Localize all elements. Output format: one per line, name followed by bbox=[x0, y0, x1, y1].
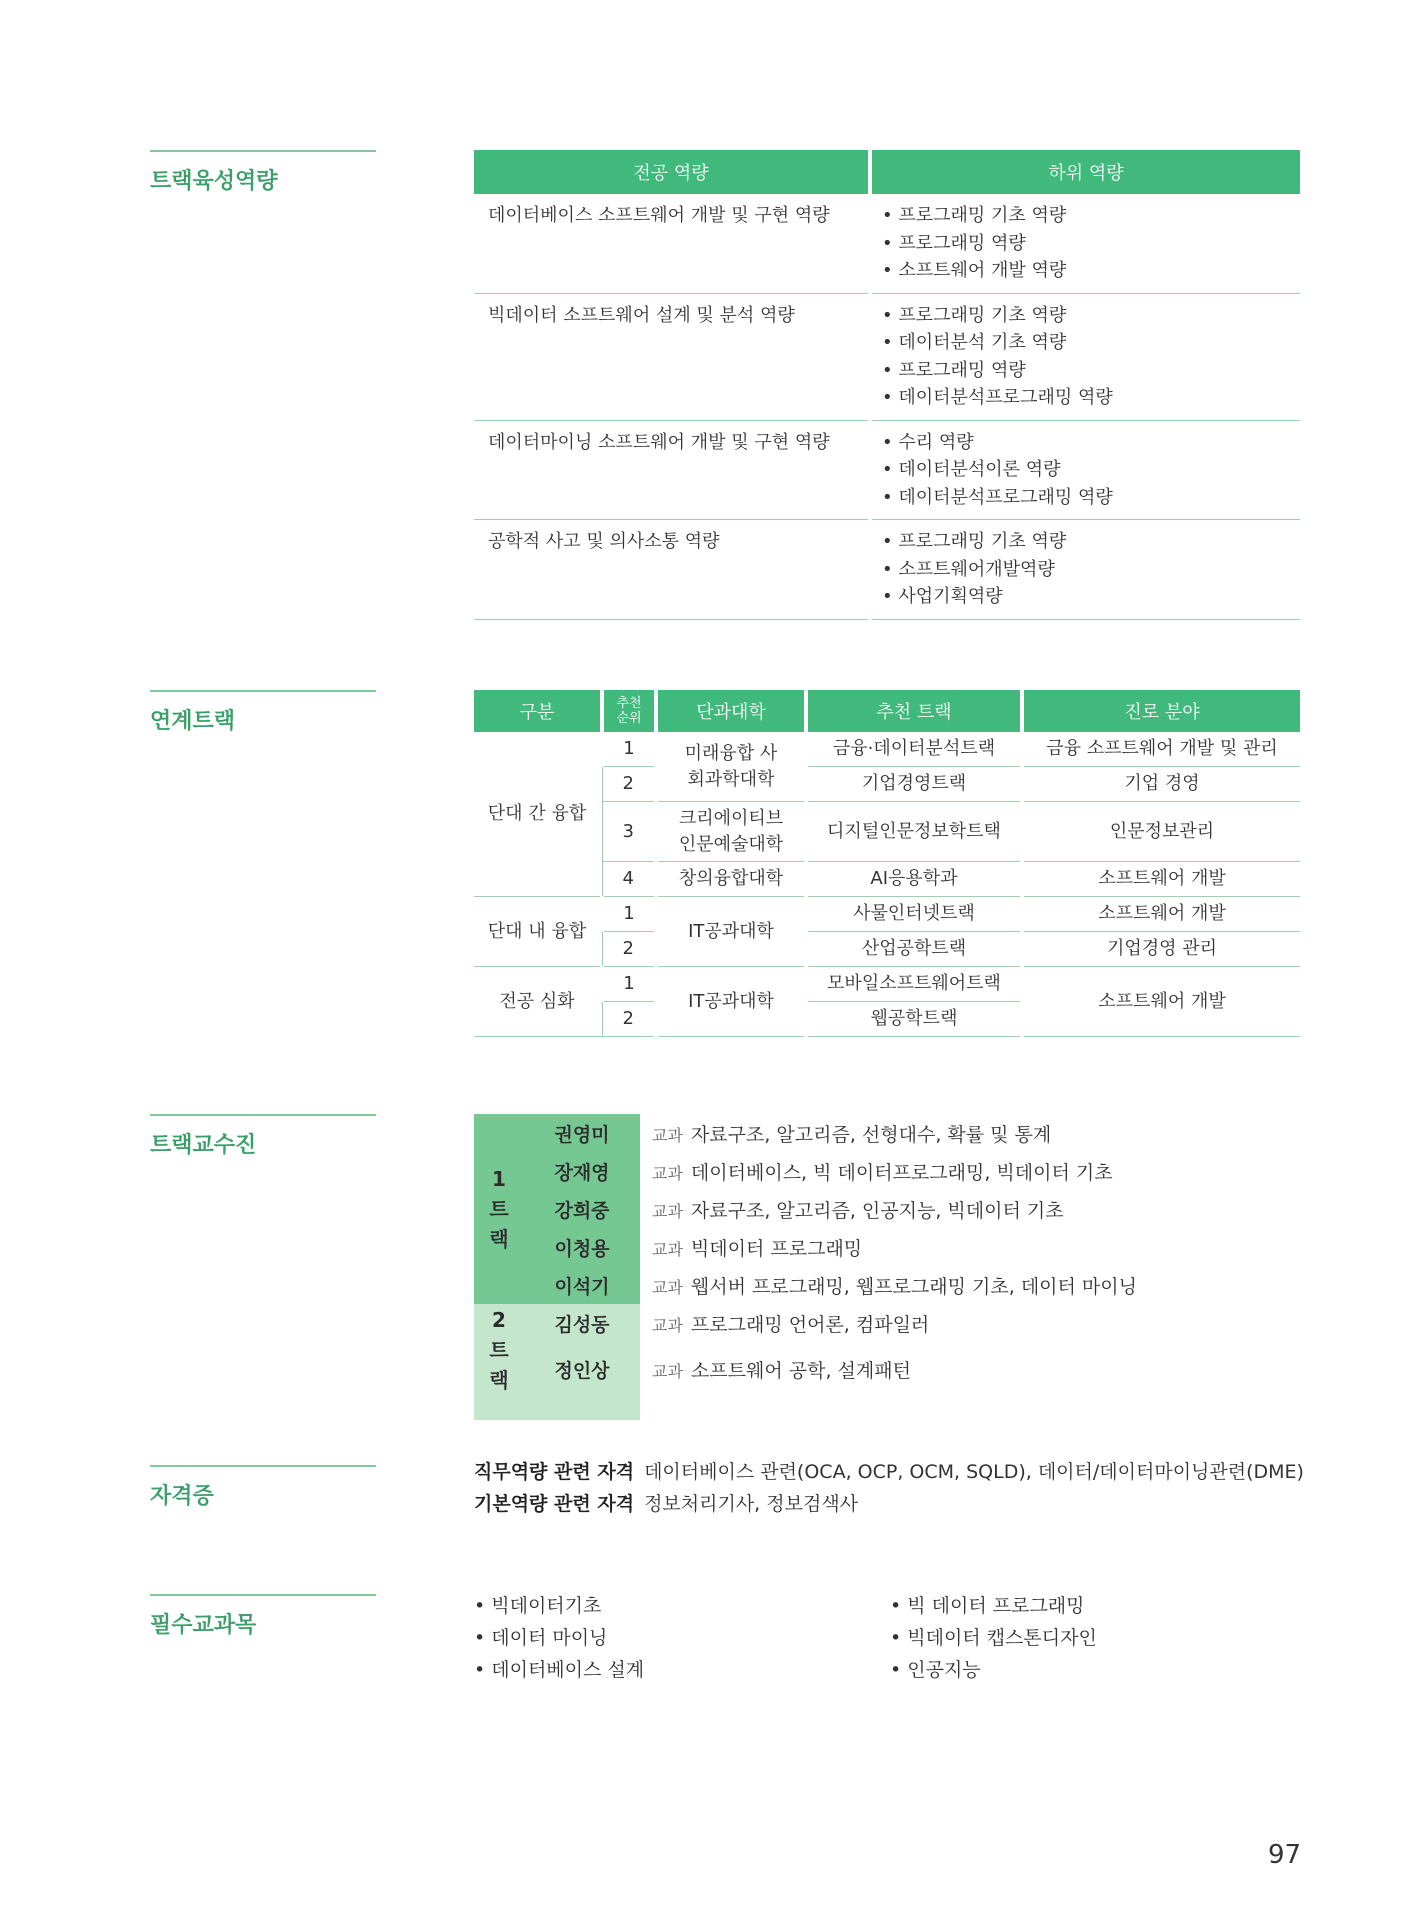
major-competency: 빅데이터 소프트웨어 설계 및 분석 역량 bbox=[474, 293, 870, 420]
rank-cell: 1 bbox=[602, 732, 656, 767]
certificate-item bbox=[474, 1488, 1304, 1520]
rank-cell: 1 bbox=[602, 967, 656, 1002]
required-courses-right bbox=[890, 1590, 1097, 1686]
track2-label bbox=[474, 1304, 524, 1420]
faculty-row bbox=[474, 1304, 1138, 1342]
major-competency: 데이터베이스 소프트웨어 개발 및 구현 역량 bbox=[474, 194, 870, 293]
track-cell: 사물인터넷트랙 bbox=[806, 897, 1022, 932]
college-cell: 미래융합 사회과학대학 bbox=[656, 732, 806, 802]
header-career: 진로 분야 bbox=[1022, 690, 1300, 732]
list-item: • 프로그래밍 기초 역량 bbox=[882, 528, 1286, 556]
list-item: • 소프트웨어개발역량 bbox=[882, 556, 1286, 584]
list-item: • 빅 데이터 프로그래밍 bbox=[890, 1590, 1097, 1622]
course-tag: 교과 bbox=[652, 1201, 683, 1221]
section-label-linked: 연계트랙 bbox=[150, 690, 376, 735]
header-category: 구분 bbox=[474, 690, 602, 732]
group-label: 단대 내 융합 bbox=[474, 897, 602, 967]
rank-cell: 2 bbox=[602, 1002, 656, 1037]
list-item: • 빅데이터기초 bbox=[474, 1590, 644, 1622]
track-cell: 디지털인문정보학트택 bbox=[806, 802, 1022, 862]
table-header-row bbox=[474, 150, 1300, 194]
page-number: 97 bbox=[1268, 1840, 1302, 1870]
career-cell: 소프트웨어 개발 bbox=[1022, 897, 1300, 932]
college-cell: IT공과대학 bbox=[656, 897, 806, 967]
list-item: • 사업기획역량 bbox=[882, 583, 1286, 611]
section-label-required: 필수교과목 bbox=[150, 1594, 376, 1639]
group-label: 전공 심화 bbox=[474, 967, 602, 1037]
section-label-faculty: 트랙교수진 bbox=[150, 1114, 376, 1159]
sub-competencies bbox=[870, 194, 1300, 293]
major-competency: 데이터마이닝 소프트웨어 개발 및 구현 역량 bbox=[474, 420, 870, 520]
course-list: 프로그래밍 언어론, 컴파일러 bbox=[690, 1313, 930, 1336]
faculty-table bbox=[474, 1114, 1138, 1420]
career-cell: 인문정보관리 bbox=[1022, 802, 1300, 862]
professor-name: 정인상 bbox=[524, 1342, 640, 1420]
course-cell bbox=[640, 1190, 1138, 1228]
list-item: • 프로그래밍 기초 역량 bbox=[882, 302, 1286, 330]
section-label-certificate: 자격증 bbox=[150, 1465, 376, 1510]
course-cell bbox=[640, 1342, 1138, 1420]
header-rank: 추천 순위 bbox=[602, 690, 656, 732]
rank-cell: 3 bbox=[602, 802, 656, 862]
certificate-value: 데이터베이스 관련(OCA, OCP, OCM, SQLD), 데이터/데이터마이닝관련(DME) bbox=[644, 1461, 1304, 1483]
course-tag: 교과 bbox=[652, 1163, 683, 1183]
table-row bbox=[474, 293, 1300, 420]
table-row bbox=[474, 420, 1300, 520]
course-cell bbox=[640, 1228, 1138, 1266]
linked-track-table bbox=[474, 690, 1300, 1037]
header-track: 추천 트랙 bbox=[806, 690, 1022, 732]
rank-cell: 2 bbox=[602, 767, 656, 802]
college-cell: IT공과대학 bbox=[656, 967, 806, 1037]
course-list: 자료구조, 알고리즘, 선형대수, 확률 및 통계 bbox=[690, 1123, 1052, 1146]
list-item: • 빅데이터 캡스톤디자인 bbox=[890, 1622, 1097, 1654]
group-label: 단대 간 융합 bbox=[474, 732, 602, 897]
certificate-value: 정보처리기사, 정보검색사 bbox=[644, 1493, 859, 1515]
certificate-item bbox=[474, 1456, 1304, 1488]
professor-name: 김성동 bbox=[524, 1304, 640, 1342]
faculty-row bbox=[474, 1152, 1138, 1190]
career-cell: 소프트웨어 개발 bbox=[1022, 967, 1300, 1037]
list-item: • 데이터분석프로그래밍 역량 bbox=[882, 484, 1286, 512]
faculty-row bbox=[474, 1342, 1138, 1420]
professor-name: 강희중 bbox=[524, 1190, 640, 1228]
faculty-row bbox=[474, 1190, 1138, 1228]
header-college: 단과대학 bbox=[656, 690, 806, 732]
list-item: • 데이터베이스 설계 bbox=[474, 1654, 644, 1686]
table-row bbox=[474, 732, 1300, 767]
header-sub: 하위 역량 bbox=[870, 150, 1300, 194]
list-item: • 프로그래밍 기초 역량 bbox=[882, 202, 1286, 230]
career-cell: 기업경영 관리 bbox=[1022, 932, 1300, 967]
rank-cell: 2 bbox=[602, 932, 656, 967]
career-cell: 기업 경영 bbox=[1022, 767, 1300, 802]
course-cell bbox=[640, 1266, 1138, 1304]
certificate-label: 직무역량 관련 자격 bbox=[474, 1461, 635, 1483]
course-list: 빅데이터 프로그래밍 bbox=[690, 1237, 863, 1260]
list-item: • 소프트웨어 개발 역량 bbox=[882, 257, 1286, 285]
track-cell: 산업공학트랙 bbox=[806, 932, 1022, 967]
college-cell: 창의융합대학 bbox=[656, 862, 806, 897]
sub-competencies bbox=[870, 520, 1300, 620]
major-competency: 공학적 사고 및 의사소통 역량 bbox=[474, 520, 870, 620]
course-tag: 교과 bbox=[652, 1125, 683, 1145]
track-cell: 금융·데이터분석트랙 bbox=[806, 732, 1022, 767]
rank-cell: 1 bbox=[602, 897, 656, 932]
course-cell bbox=[640, 1114, 1138, 1152]
professor-name: 권영미 bbox=[524, 1114, 640, 1152]
list-item: • 데이터분석이론 역량 bbox=[882, 456, 1286, 484]
course-list: 소프트웨어 공학, 설계패턴 bbox=[690, 1360, 911, 1382]
professor-name: 이석기 bbox=[524, 1266, 640, 1304]
course-list: 자료구조, 알고리즘, 인공지능, 빅데이터 기초 bbox=[690, 1199, 1064, 1222]
list-item: • 데이터분석프로그래밍 역량 bbox=[882, 384, 1286, 412]
course-list: 데이터베이스, 빅 데이터프로그래밍, 빅데이터 기초 bbox=[690, 1161, 1113, 1184]
course-cell bbox=[640, 1304, 1138, 1342]
competency-table bbox=[474, 150, 1300, 620]
list-item: • 데이터분석 기초 역량 bbox=[882, 329, 1286, 357]
course-tag: 교과 bbox=[652, 1239, 683, 1259]
certificate-label: 기본역량 관련 자격 bbox=[474, 1493, 635, 1515]
professor-name: 이청용 bbox=[524, 1228, 640, 1266]
course-list: 웹서버 프로그래밍, 웹프로그래밍 기초, 데이터 마이닝 bbox=[690, 1275, 1137, 1298]
faculty-row bbox=[474, 1266, 1138, 1304]
faculty-row bbox=[474, 1228, 1138, 1266]
course-tag: 교과 bbox=[652, 1315, 683, 1335]
career-cell: 금융 소프트웨어 개발 및 관리 bbox=[1022, 732, 1300, 767]
track-cell: 모바일소프트웨어트랙 bbox=[806, 967, 1022, 1002]
track-cell: 기업경영트랙 bbox=[806, 767, 1022, 802]
course-cell bbox=[640, 1152, 1138, 1190]
track2-label-text: 2 트 랙 bbox=[489, 1308, 509, 1392]
list-item: • 프로그래밍 역량 bbox=[882, 230, 1286, 258]
course-tag: 교과 bbox=[652, 1362, 683, 1381]
rank-cell: 4 bbox=[602, 862, 656, 897]
sub-competencies bbox=[870, 293, 1300, 420]
track1-label bbox=[474, 1114, 524, 1304]
table-header-row bbox=[474, 690, 1300, 732]
table-row bbox=[474, 967, 1300, 1002]
track-cell: AI응용학과 bbox=[806, 862, 1022, 897]
college-cell: 크리에이티브 인문예술대학 bbox=[656, 802, 806, 862]
course-tag: 교과 bbox=[652, 1277, 683, 1297]
certificate-list bbox=[474, 1456, 1304, 1520]
table-row bbox=[474, 897, 1300, 932]
list-item: • 인공지능 bbox=[890, 1654, 1097, 1686]
faculty-row bbox=[474, 1114, 1138, 1152]
track-cell: 웹공학트랙 bbox=[806, 1002, 1022, 1037]
professor-name: 장재영 bbox=[524, 1152, 640, 1190]
header-major: 전공 역량 bbox=[474, 150, 870, 194]
track1-label-text: 1 트 랙 bbox=[489, 1167, 509, 1251]
list-item: • 프로그래밍 역량 bbox=[882, 357, 1286, 385]
sub-competencies bbox=[870, 420, 1300, 520]
section-label-competency: 트랙육성역량 bbox=[150, 150, 376, 195]
list-item: • 데이터 마이닝 bbox=[474, 1622, 644, 1654]
table-row bbox=[474, 520, 1300, 620]
required-courses-left bbox=[474, 1590, 644, 1686]
list-item: • 수리 역량 bbox=[882, 429, 1286, 457]
table-row bbox=[474, 194, 1300, 293]
career-cell: 소프트웨어 개발 bbox=[1022, 862, 1300, 897]
